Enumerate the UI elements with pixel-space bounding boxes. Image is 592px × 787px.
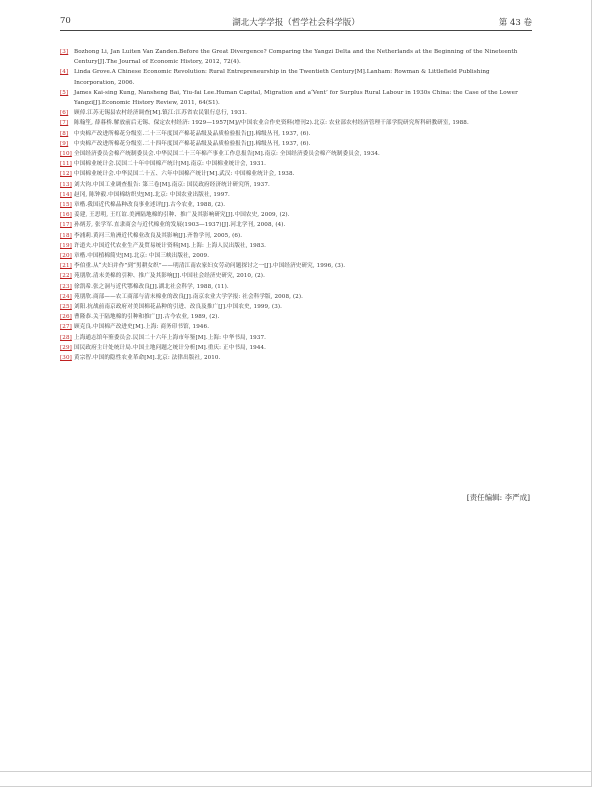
- reference-text: 苑朋欣.清末美棉的引种、推广及其影响[J].中国社会经济史研究, 2010, (2).: [74, 273, 265, 280]
- reference-text: 中国棉业统计会.民国二十年中国棉产统计[M].南京: 中国棉业统计会, 1931.: [74, 161, 267, 168]
- reference-number-link[interactable]: [10]: [60, 151, 72, 158]
- reference-number-link[interactable]: [19]: [60, 242, 72, 249]
- page-bottom-rule: [0, 771, 592, 772]
- reference-text: 章楷.中国植棉简史[M].北京: 中国三峡出版社, 2009.: [74, 253, 210, 260]
- reference-number-link[interactable]: [27]: [60, 324, 72, 331]
- reference-item: [60, 343, 532, 353]
- reference-number-link[interactable]: [29]: [60, 344, 72, 351]
- reference-item: [60, 333, 532, 343]
- reference-number-link[interactable]: [30]: [60, 355, 72, 362]
- reference-text: 章楷.我国近代棉品种改良事业述评[J].古今农业, 1988, (2).: [74, 202, 226, 209]
- reference-item: [60, 312, 532, 322]
- reference-item: [60, 169, 532, 179]
- reference-number-link[interactable]: [7]: [60, 120, 69, 127]
- reference-list: [60, 47, 532, 363]
- reference-item: [60, 251, 532, 261]
- reference-item: [60, 118, 532, 128]
- reference-item: [60, 149, 532, 159]
- reference-text: 孙炳芳, 张学军.直隶商会与近代棉业的发展(1903—1937)[J].河北学刊, 2008, (4).: [74, 222, 286, 229]
- reference-number-link[interactable]: [24]: [60, 293, 72, 300]
- reference-text: 顾倬.江苏无锡县农村经济调查[M].镇江:江苏省农民银行总行, 1931.: [74, 110, 248, 117]
- reference-number-link[interactable]: [13]: [60, 181, 72, 188]
- reference-item: [60, 108, 532, 118]
- reference-item: [60, 282, 532, 292]
- reference-text: Linda Grove.A Chinese Economic Revolution: Rural Entrepreneurship in the Twentieth Century[M].Lanham: Rowman & Littlefield Publishing Incorporation, 2006.: [74, 69, 490, 86]
- reference-text: 姜建, 王思明, 王红谊.美洲陆地棉的引种、推广及其影响研究[J].中国农史, 2009, (2).: [74, 212, 290, 219]
- reference-text: 全国经济委员会棉产统制委员会.中华民国二十三年棉产事业工作总报告[M].南京: 全国经济委员会棉产统制委员会, 1934.: [74, 151, 380, 158]
- reference-text: 上海通志馆年鉴委员会.民国二十六年上海市年鉴[M].上海: 中华书局, 1937.: [74, 334, 267, 341]
- reference-item: [60, 231, 532, 241]
- reference-number-link[interactable]: [6]: [60, 110, 69, 117]
- reference-item: [60, 241, 532, 251]
- reference-item: [60, 271, 532, 281]
- reference-number-link[interactable]: [14]: [60, 191, 72, 198]
- reference-item: [60, 322, 532, 332]
- reference-text: 苑朋欣.商部——农工商部与清末棉业的改良[J].南京农业大学学报: 社会科学版, 2008, (2).: [74, 293, 303, 300]
- reference-text: 曹隆恭.关于陆地棉的引种和推广[J].古今农业, 1989, (2).: [74, 314, 220, 321]
- reference-number-link[interactable]: [18]: [60, 232, 72, 239]
- reference-item: [60, 190, 532, 200]
- header-rule: [60, 30, 532, 31]
- reference-text: 顾克良.中国棉产改进史[M].上海: 商务印书馆, 1946.: [74, 324, 210, 331]
- reference-item: [60, 47, 532, 67]
- page-header: [60, 12, 532, 30]
- reference-item: [60, 261, 532, 271]
- page-number: 70: [60, 16, 71, 26]
- reference-text: 徐凯希.张之洞与近代鄂棉改良[J].湖北社会科学, 1988, (11).: [74, 283, 229, 290]
- reference-number-link[interactable]: [12]: [60, 171, 72, 178]
- reference-text: 李伯重.从“夫妇并作”到“男耕女织”——明清江南农家妇女劳动问题探讨之一[J].中国经济史研究, 1996, (3).: [74, 263, 346, 270]
- editor-note: [责任编辑: 李严成]: [466, 493, 530, 502]
- reference-number-link[interactable]: [4]: [60, 69, 69, 76]
- reference-number-link[interactable]: [22]: [60, 273, 72, 280]
- reference-text: 中央棉产改进所棉花分级室.二十三年度国产棉花品级及品质检验报告[J].棉级丛刊, 1937, (6).: [74, 130, 311, 137]
- reference-text: 陈翰笙, 薛暮桥.解放前后无锡、保定农村经济: 1929—1957[M]//中国农业合作史资料(增刊2).北京: 农业部农村经济管理干部学院研究所科研教研室, 1988.: [74, 120, 469, 127]
- reference-text: James Kai-sing Kung, Nansheng Bai, Yiu-fai Lee.Human Capital, Migration and a‘Vent’ for Surplus Rural Labour in 1930s China: the Case of the Lower Yangzi[J].Economic History Review, 2011, 64(S1).: [74, 89, 518, 107]
- reference-number-link[interactable]: [16]: [60, 212, 72, 219]
- reference-number-link[interactable]: [9]: [60, 140, 69, 147]
- reference-item: [60, 67, 532, 87]
- reference-number-link[interactable]: [23]: [60, 283, 72, 290]
- reference-text: 赵冈, 陈钟毅.中国棉纺织史[M].北京: 中国农业出版社, 1997.: [74, 191, 230, 198]
- reference-number-link[interactable]: [28]: [60, 334, 72, 341]
- reference-item: [60, 292, 532, 302]
- reference-number-link[interactable]: [3]: [60, 49, 69, 55]
- reference-text: 刘大钧.中国工业调查报告: 第三卷[M].南京: 国民政府经济统计研究所, 1937.: [74, 181, 270, 188]
- reference-text: 中央棉产改进所棉花分级室.二十四年度国产棉花品级及品质检验报告[J].棉级丛刊, 1937, (6).: [74, 140, 311, 147]
- reference-item: [60, 180, 532, 190]
- journal-title: 湖北大学学报（哲学社会科学版）: [232, 18, 360, 28]
- reference-number-link[interactable]: [11]: [60, 161, 72, 168]
- reference-text: 李浦莉.黄河三角洲近代棉业改良及其影响[J].齐鲁学刊, 2005, (6).: [74, 232, 243, 239]
- volume-label: 第 43 卷: [498, 18, 532, 28]
- reference-number-link[interactable]: [25]: [60, 304, 72, 311]
- reference-item: [60, 159, 532, 169]
- reference-text: 国民政府主计处统计局.中国土地问题之统计分析[M].重庆: 正中书局, 1944.: [74, 344, 267, 351]
- reference-number-link[interactable]: [20]: [60, 253, 72, 260]
- reference-number-link[interactable]: [26]: [60, 314, 72, 321]
- reference-item: [60, 200, 532, 210]
- reference-number-link[interactable]: [17]: [60, 222, 72, 229]
- reference-number-link[interactable]: [5]: [60, 89, 69, 96]
- reference-number-link[interactable]: [8]: [60, 130, 69, 137]
- reference-item: [60, 302, 532, 312]
- reference-item: [60, 139, 532, 149]
- reference-text: 许道夫.中国近代农业生产及贸易统计资料[M].上海: 上海人民出版社, 1983.: [74, 242, 267, 249]
- reference-item: [60, 129, 532, 139]
- reference-number-link[interactable]: [15]: [60, 202, 72, 209]
- reference-text: 黄宗智.中国的隐性农业革命[M].北京: 法律出版社, 2010.: [74, 355, 221, 362]
- reference-text: 刘阳.抗战前南京政府对美国棉花品种的引进、改良及推广[J].中国农史, 1999, (3).: [74, 304, 283, 311]
- reference-item: [60, 88, 532, 108]
- reference-item: [60, 353, 532, 363]
- reference-number-link[interactable]: [21]: [60, 263, 72, 270]
- reference-text: Bozhong Li, Jan Luiten Van Zanden.Before the Great Divergence? Comparing the Yangzi Delta and the Netherlands at the Beginning of the Nineteenth Century[J].The Journal of Economic History, 2012, 72(4).: [74, 49, 518, 66]
- reference-item: [60, 210, 532, 220]
- reference-item: [60, 220, 532, 230]
- reference-text: 中国棉业统计会.中华民国二十五、六年中国棉产统计[M].武汉: 中国棉业统计会, 1938.: [74, 171, 295, 178]
